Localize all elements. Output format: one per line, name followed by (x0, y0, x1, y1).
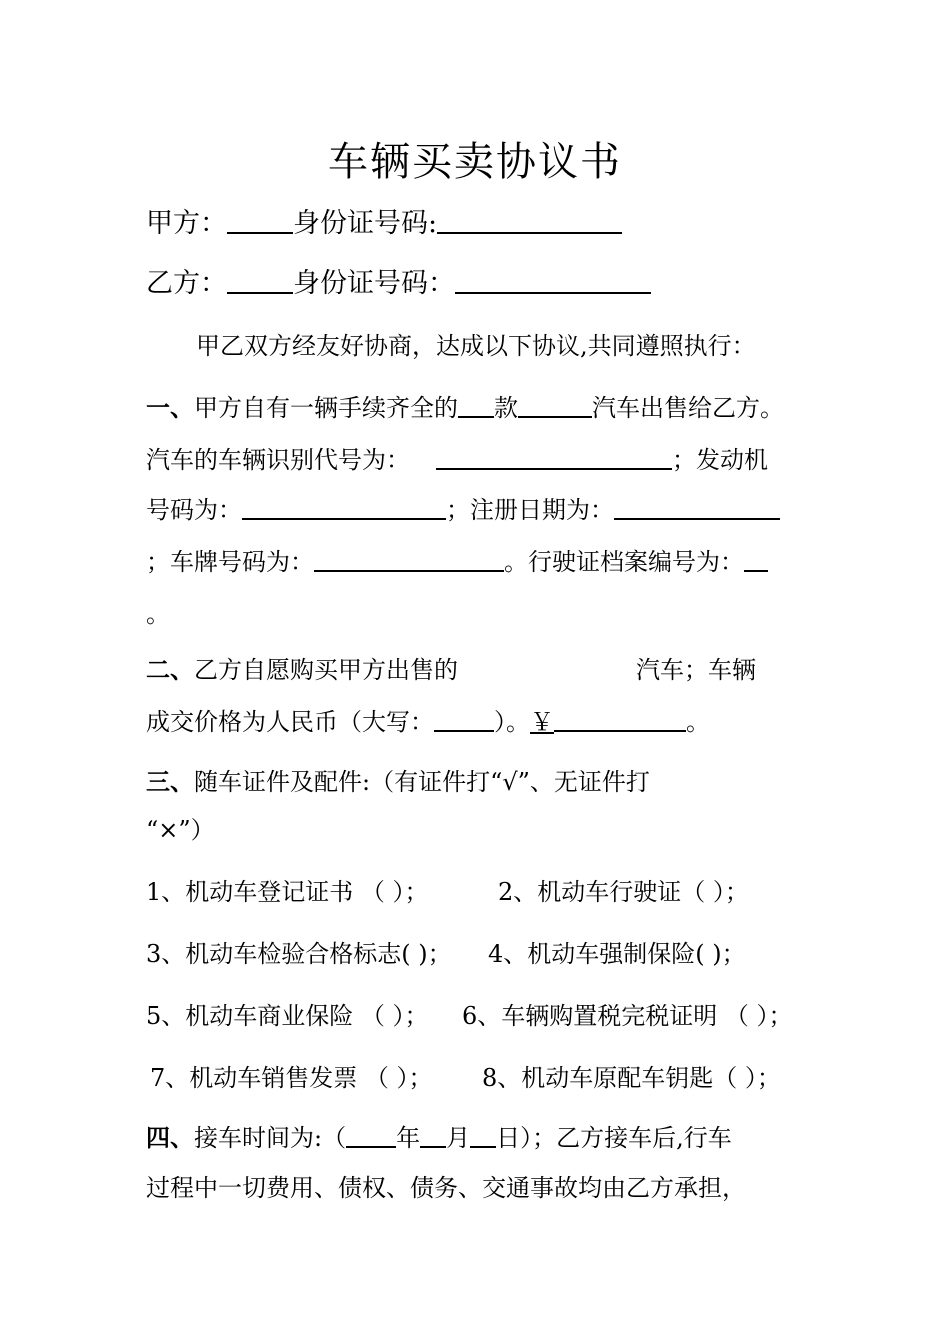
party-b-id-label: 身份证号码： (293, 268, 455, 299)
pickup-label: 接车时间为:（ (194, 1124, 347, 1152)
item-8: 8、机动车原配车钥匙（ ）； (482, 1064, 781, 1092)
pickup-day-blank[interactable] (470, 1122, 496, 1148)
price-label: 成交价格为人民币（大写： (146, 708, 434, 736)
party-a-id-label: 身份证号码: (293, 208, 438, 239)
clause4-line2: 过程中一切费用、债权、债务、交通事故均由乙方承担， (146, 1174, 746, 1202)
pickup-month-blank[interactable] (420, 1122, 446, 1148)
vin-blank[interactable] (436, 444, 672, 470)
party-b-name-blank[interactable] (227, 268, 293, 294)
item-4: 4、机动车强制保险( )； (488, 940, 746, 968)
clause2-line1 (146, 654, 756, 686)
clause1-text-a: 甲方自有一辆手续齐全的 (194, 394, 458, 422)
party-a-label: 甲方： (146, 208, 227, 239)
engine-blank[interactable] (242, 494, 446, 520)
pickup-year-blank[interactable] (346, 1122, 396, 1148)
item-7: 7、机动车销售发票 （ ）； (150, 1064, 433, 1092)
month-label: 月 (446, 1124, 471, 1152)
party-a-name-blank[interactable] (227, 208, 293, 234)
clause2-prefix: 二、 (146, 655, 194, 684)
clause4-line1 (146, 1122, 732, 1154)
clause3-line2: “×”） (146, 816, 215, 844)
clause1-line2 (146, 444, 768, 476)
clause1-model-blank[interactable] (458, 392, 494, 418)
document-title: 车辆买卖协议书 (328, 139, 622, 185)
year-label: 年 (396, 1124, 421, 1152)
clause2-line2 (146, 706, 710, 738)
clause1-line3 (146, 494, 780, 526)
day-label: 日）；乙方接车后,行车 (496, 1124, 732, 1152)
price-number-blank[interactable] (554, 706, 686, 732)
vin-label: 汽车的车辆识别代号为： (146, 446, 410, 474)
price-words-blank[interactable] (434, 706, 494, 732)
clause2-end: 。 (686, 708, 710, 736)
clause3-line1 (146, 766, 650, 798)
clause1-brand-blank[interactable] (518, 392, 592, 418)
yen-sign: ￥ (530, 708, 554, 736)
reg-date-label: ；注册日期为： (446, 496, 614, 524)
clause1-end: 。 (146, 600, 170, 628)
license-file-blank[interactable] (744, 546, 768, 572)
reg-date-blank[interactable] (614, 494, 780, 520)
clause2-text-b: 汽车；车辆 (636, 656, 756, 684)
clause2-text-a: 乙方自愿购买甲方出售的 (194, 656, 458, 684)
item-5: 5、机动车商业保险 （ ）； (146, 1002, 429, 1030)
clause1-text-c: 汽车出售给乙方。 (592, 394, 784, 422)
clause1-line1 (146, 392, 784, 424)
engine-label-b: 号码为： (146, 496, 242, 524)
party-b-label: 乙方： (146, 268, 227, 299)
party-b-line (146, 268, 651, 300)
plate-label: ；车牌号码为： (146, 548, 314, 576)
party-a-line (146, 208, 622, 240)
intro-text: 甲乙双方经友好协商，达成以下协议,共同遵照执行： (196, 332, 756, 360)
engine-label-a: ；发动机 (672, 446, 768, 474)
item-1: 1、机动车登记证书 （ ）； (146, 878, 429, 906)
item-3: 3、机动车检验合格标志( )； (146, 940, 452, 968)
clause4-prefix: 四、 (146, 1123, 194, 1152)
plate-blank[interactable] (314, 546, 504, 572)
item-2: 2、机动车行驶证（ ）； (498, 878, 749, 906)
party-a-id-blank[interactable] (437, 208, 622, 234)
clause3-prefix: 三、 (146, 767, 194, 796)
clause1-text-b: 款 (494, 394, 518, 422)
item-6: 6、车辆购置税完税证明 （ ）； (462, 1002, 793, 1030)
clause1-prefix: 一、 (146, 393, 194, 422)
clause1-line4 (146, 546, 768, 578)
clause3-text: 随车证件及配件:（有证件打“√”、无证件打 (194, 768, 650, 796)
price-close: ）。 (494, 708, 530, 736)
party-b-id-blank[interactable] (455, 268, 651, 294)
license-file-label: 。行驶证档案编号为： (504, 548, 744, 576)
